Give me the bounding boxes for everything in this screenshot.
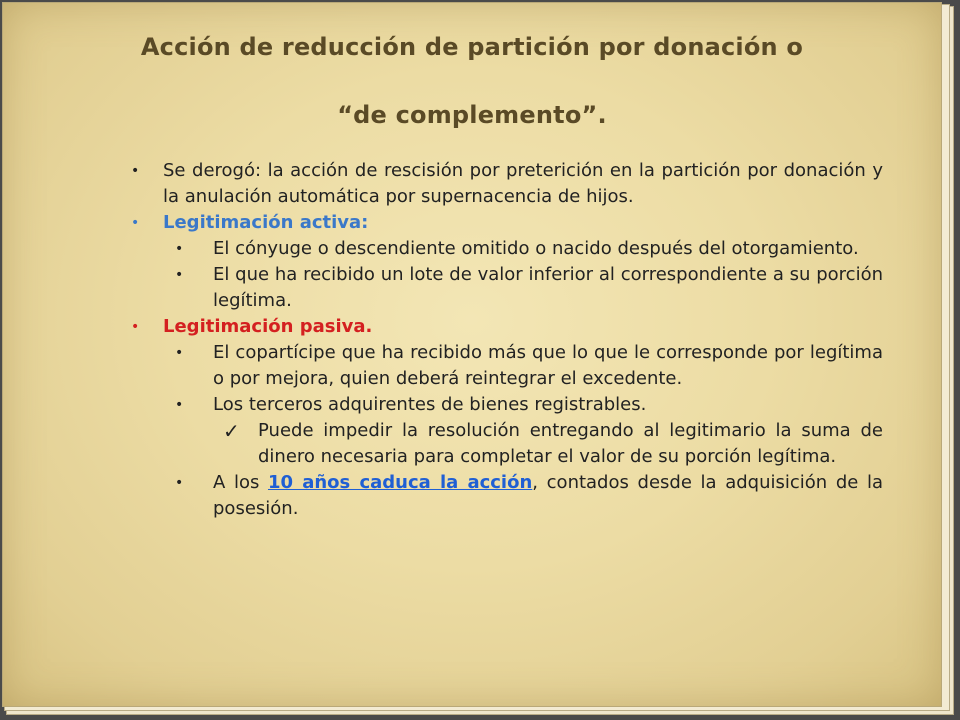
bullet-icon: • (175, 397, 184, 413)
list-item (131, 392, 883, 418)
list-item (131, 418, 883, 470)
checkmark-icon: ✓ (223, 419, 240, 443)
bullet-icon: • (175, 241, 184, 257)
item-text: El copartícipe que ha recibido más que lo que le corresponde por legítima o por mejora, quien deberá reintegrar el excedente. (213, 342, 883, 389)
bullet-icon: • (131, 319, 140, 335)
list-item (131, 210, 883, 236)
heading-legitimacion-pasiva: Legitimación pasiva. (163, 316, 373, 337)
bullet-icon: • (175, 267, 184, 283)
slide-title-line-1: Acción de reducción de partición por donación o (140, 33, 804, 61)
item-text-after: , contados desde la adquisición de la posesión. (213, 472, 883, 519)
list-item (131, 314, 883, 340)
paper-page (2, 2, 942, 707)
list-item (131, 236, 883, 262)
bullet-icon: • (131, 163, 140, 179)
list-item (131, 158, 883, 210)
bullet-icon: • (175, 475, 184, 491)
list-item (131, 262, 883, 314)
list-item (131, 340, 883, 392)
bullet-list (131, 158, 883, 522)
item-text-before: A los (213, 472, 268, 493)
item-text: Puede impedir la resolución entregando al legitimario la suma de dinero necesaria para completar el valor de su porción legítima. (258, 420, 883, 467)
item-text: Se derogó: la acción de rescisión por preterición en la partición por donación y la anulación automática por supernacencia de hijos. (163, 160, 883, 207)
caducidad-link[interactable]: 10 años caduca la acción (267, 472, 533, 493)
list-item (131, 470, 883, 522)
bullet-icon: • (131, 215, 140, 231)
slide-title-line-2: “de complemento”. (337, 101, 607, 129)
heading-legitimacion-activa: Legitimación activa: (163, 212, 369, 233)
item-text: Los terceros adquirentes de bienes registrables. (213, 394, 647, 415)
item-text: El cónyuge o descendiente omitido o nacido después del otorgamiento. (213, 238, 859, 259)
bullet-icon: • (175, 345, 184, 361)
item-text: El que ha recibido un lote de valor inferior al correspondiente a su porción legítima. (213, 264, 883, 311)
